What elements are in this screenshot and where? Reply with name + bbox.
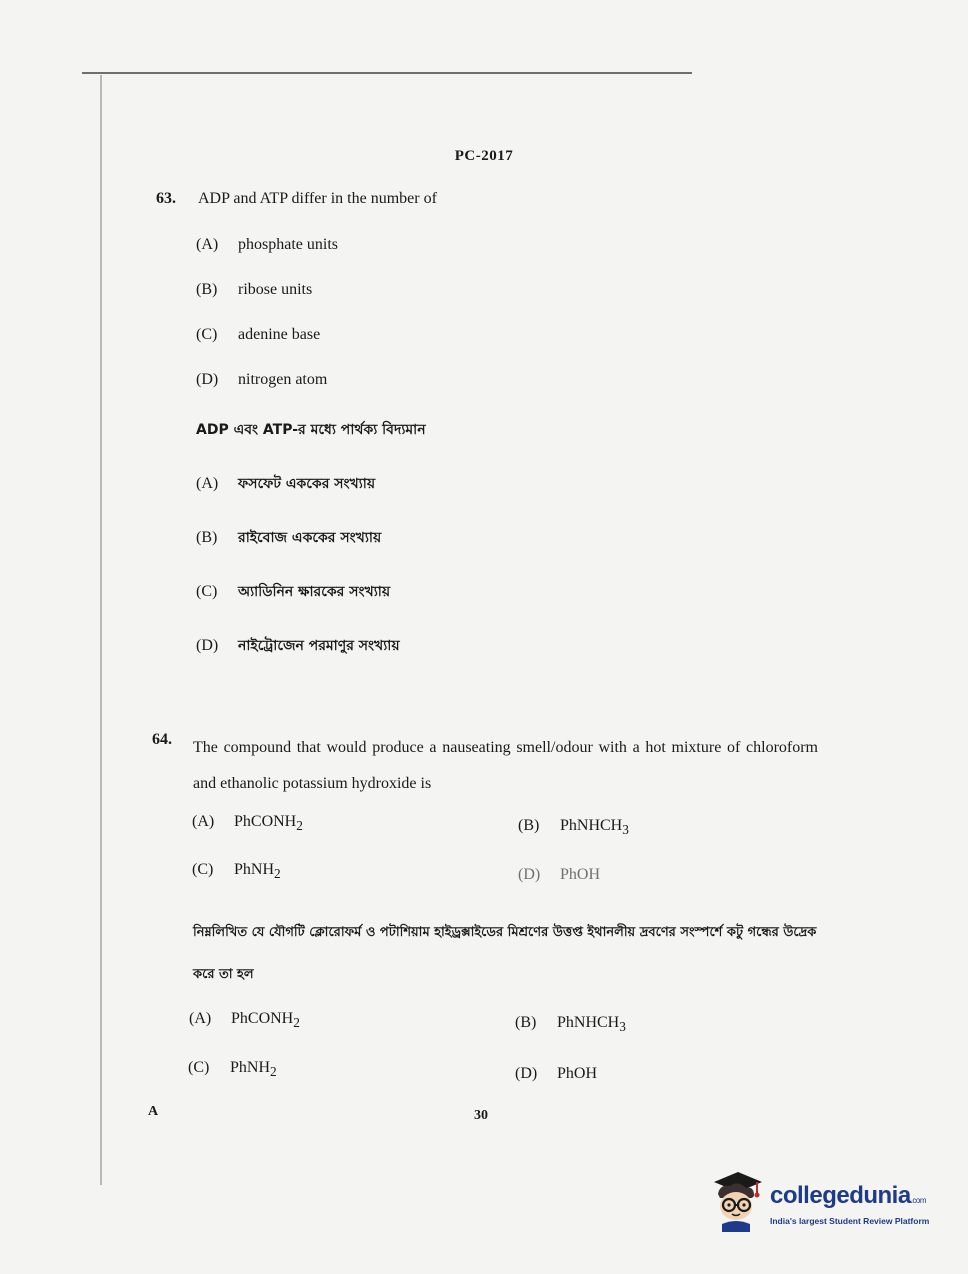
option-label: (A): [189, 1010, 212, 1027]
option-text: PhNHCH: [557, 1014, 620, 1031]
question-64-text: The compound that would produce a nauseating smell/odour with a hot mixture of chloroform and ethanolic potassium hydroxide is: [193, 739, 818, 792]
option-text: অ্যাডিনিন ক্ষারকের সংখ্যায়: [238, 584, 391, 600]
option-subscript: 3: [619, 1019, 626, 1035]
option-subscript: 2: [274, 866, 281, 882]
option-label: (C): [188, 1059, 210, 1076]
option-label: (C): [196, 583, 218, 600]
q64-option-c: [192, 861, 281, 882]
paper-code: PC-2017: [454, 148, 514, 164]
option-text: PhCONH: [234, 813, 297, 830]
q63-bengali-option-c: [196, 580, 390, 604]
option-label: (C): [192, 861, 214, 878]
option-text: PhOH: [560, 866, 601, 883]
q64-bengali-option-b: [515, 1014, 626, 1035]
option-text: রাইবোজ এককের সংখ্যায়: [238, 530, 382, 546]
question-63-number: 63.: [156, 190, 176, 207]
q63-option-d: [196, 371, 327, 389]
q63-bengali-option-a: [196, 472, 375, 496]
q63-option-c: [196, 326, 320, 344]
option-label: (A): [196, 475, 219, 492]
option-label: (C): [196, 326, 218, 343]
option-subscript: 3: [622, 822, 629, 838]
student-mascot-icon: [708, 1168, 766, 1232]
option-subscript: 2: [270, 1064, 277, 1080]
logo-suffix: .com: [910, 1196, 927, 1205]
option-text: adenine base: [238, 326, 321, 343]
option-subscript: 2: [296, 818, 303, 834]
logo-wordmark: [770, 1182, 926, 1210]
q64-bengali-option-d: [515, 1065, 597, 1083]
q64-bengali-option-a: [189, 1010, 300, 1031]
option-label: (B): [196, 281, 218, 298]
option-subscript: 2: [293, 1015, 300, 1031]
option-label: (A): [192, 813, 215, 830]
option-label: (D): [515, 1065, 538, 1082]
left-margin-rule: [100, 75, 102, 1185]
option-text: nitrogen atom: [238, 371, 328, 388]
option-label: (B): [515, 1014, 537, 1031]
option-label: (A): [196, 236, 219, 253]
option-text: PhNH: [234, 861, 275, 878]
option-label: (D): [196, 637, 219, 654]
top-rule: [82, 72, 692, 74]
option-label: (D): [518, 866, 541, 883]
q63-option-b: [196, 281, 312, 299]
option-text: PhNH: [230, 1059, 271, 1076]
question-64-bengali-text: নিম্নলিখিত যে যৌগটি ক্লোরোফর্ম ও পটাশিয়াম হাইড্রক্সাইডের মিশ্রণের উত্তপ্ত ইথানলীয় দ্রবণের সংস্পর্শে কটু গন্ধের উদ্রেক করে তা হল: [193, 925, 817, 982]
q63-bengali-option-b: [196, 526, 381, 550]
option-text: নাইট্রোজেন পরমাণুর সংখ্যায়: [238, 638, 400, 654]
question-64-number: 64.: [152, 731, 172, 748]
option-text: PhOH: [557, 1065, 598, 1082]
option-text: ফসফেট এককের সংখ্যায়: [238, 476, 376, 492]
q64-bengali-option-c: [188, 1059, 277, 1080]
option-label: (D): [196, 371, 219, 388]
option-text: ribose units: [238, 281, 313, 298]
q64-option-b: [518, 817, 629, 838]
q64-option-d: [518, 866, 600, 884]
q64-option-a: [192, 813, 303, 834]
option-label: (B): [196, 529, 218, 546]
option-text: PhNHCH: [560, 817, 623, 834]
q63-bengali-option-d: [196, 634, 400, 658]
question-63-text: ADP and ATP differ in the number of: [198, 190, 437, 207]
option-text: phosphate units: [238, 236, 338, 253]
option-label: (B): [518, 817, 540, 834]
question-63-bengali-text: ADP এবং ATP-র মধ্যে পার্থক্য বিদ্যমান: [196, 422, 426, 438]
q63-option-a: [196, 236, 338, 254]
logo-tagline: India's largest Student Review Platform: [770, 1216, 930, 1226]
page-number: 30: [474, 1108, 488, 1123]
option-text: PhCONH: [231, 1010, 294, 1027]
logo-name-text: collegedunia: [770, 1182, 911, 1209]
collegedunia-logo[interactable]: [708, 1168, 940, 1232]
set-letter: A: [148, 1104, 159, 1119]
